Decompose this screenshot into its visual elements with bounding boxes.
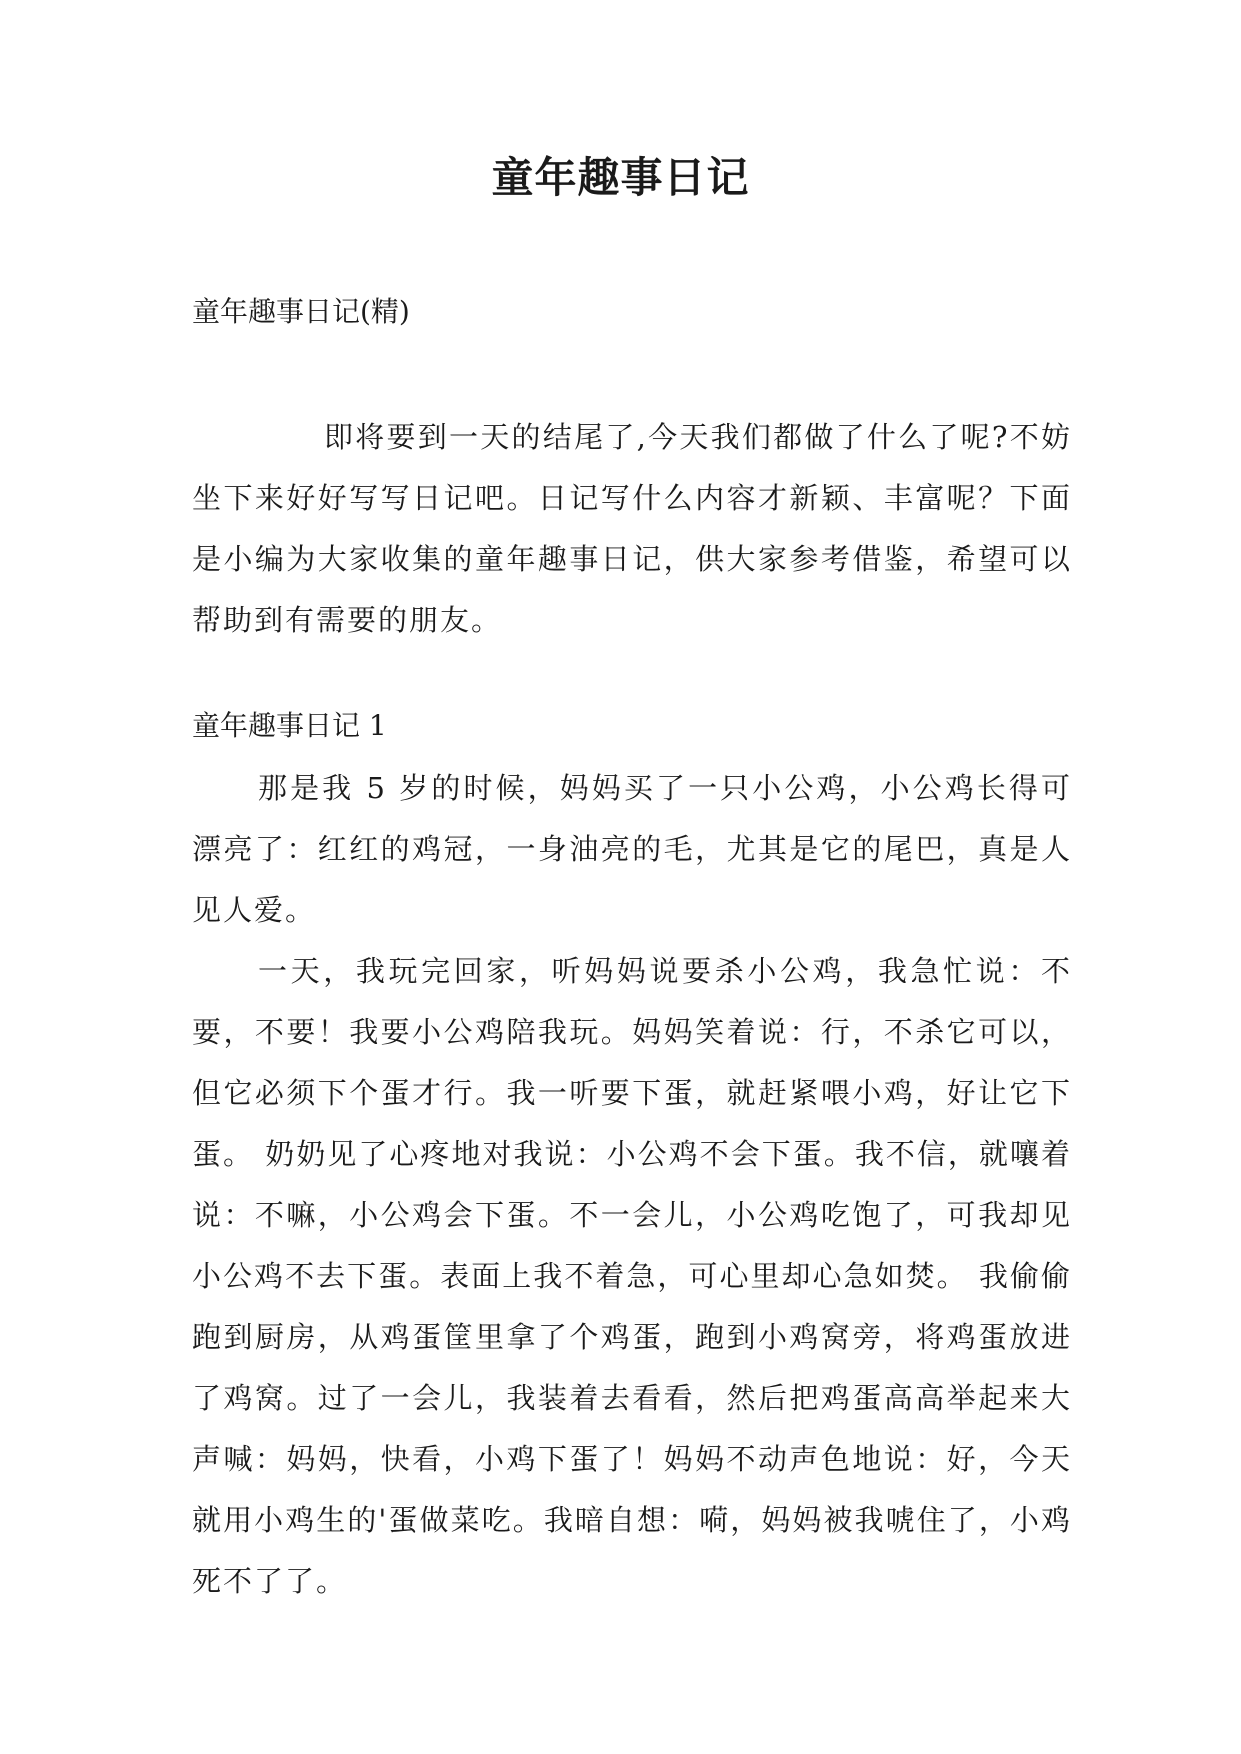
body-paragraph: 那是我 5 岁的时候，妈妈买了一只小公鸡，小公鸡长得可漂亮了：红红的鸡冠，一身油亮的毛，尤其是它的尾巴，真是人见人爱。 bbox=[192, 771, 1072, 927]
document-title: 童年趣事日记 bbox=[491, 153, 750, 202]
intro-paragraph: 即将要到一天的结尾了,今天我们都做了什么了呢?不妨坐下来好好写写日记吧。日记写什么内容才新颖、丰富呢？下面是小编为大家收集的童年趣事日记，供大家参考借鉴，希望可以帮助到有需要的朋友。 bbox=[192, 420, 1072, 637]
section-title: 童年趣事日记 1 bbox=[192, 709, 387, 742]
body-paragraph: 一天，我玩完回家，听妈妈说要杀小公鸡，我急忙说：不要，不要！我要小公鸡陪我玩。妈妈笑着说：行，不杀它可以，但它必须下个蛋才行。我一听要下蛋，就赶紧喂小鸡，好让它下蛋。 奶奶见了心疼地对我说：小公鸡不会下蛋。我不信，就嚷着说：不嘛，小公鸡会下蛋。不一会儿，小公鸡吃饱了，可我却见小公鸡不去下蛋。表面上我不着急，可心里却心急如焚。 我偷偷跑到厨房，从鸡蛋筐里拿了个鸡蛋，跑到小鸡窝旁，将鸡蛋放进了鸡窝。过了一会儿，我装着去看看，然后把鸡蛋高高举起来大声喊：妈妈，快看，小鸡下蛋了！妈妈不动声色地说：好，今天就用小鸡生的'蛋做菜吃。我暗自想：嗬，妈妈被我唬住了，小鸡死不了了。 bbox=[192, 954, 1072, 1598]
section-body bbox=[192, 758, 1072, 1612]
document-subtitle: 童年趣事日记(精) bbox=[192, 295, 410, 328]
